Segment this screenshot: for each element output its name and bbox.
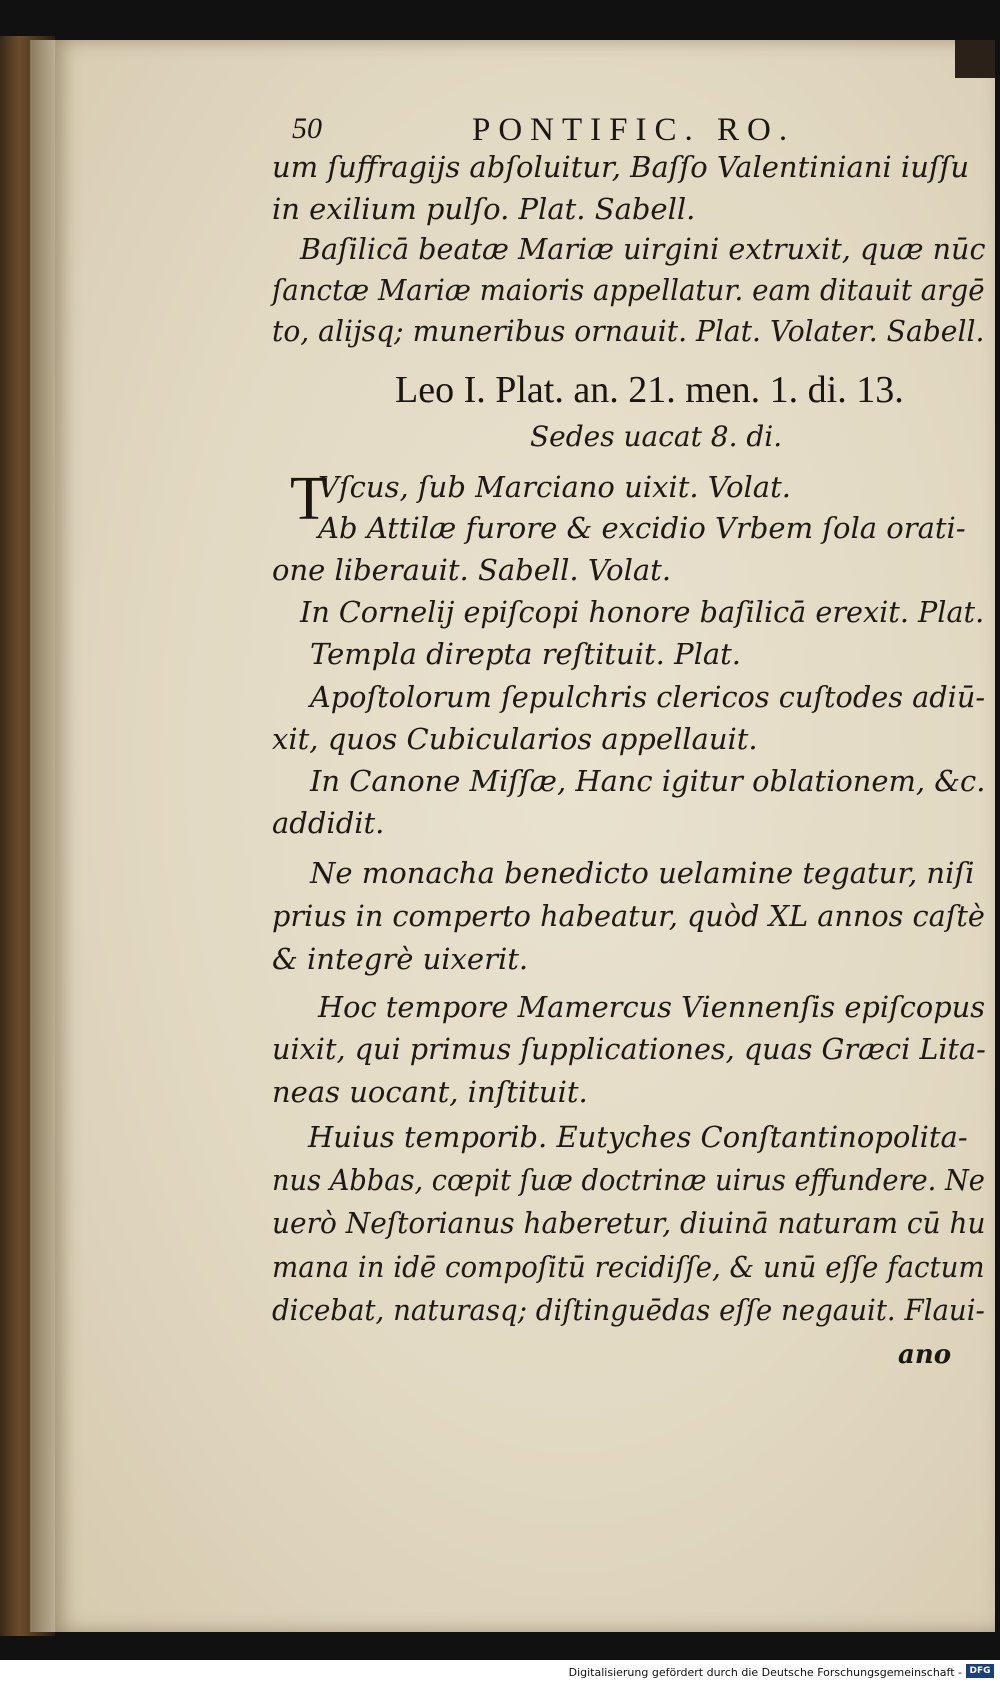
text-line: to, alijsq; muneribus ornauit. Plat. Volater. Sabell. <box>272 314 985 348</box>
spine-gutter <box>30 40 55 1632</box>
text-line: dicebat, naturasq; diſtinguēdas eſſe negauit. Flaui- <box>272 1293 985 1327</box>
text-line: Ab Attilæ furore & excidio Vrbem ſola orati- <box>318 511 966 545</box>
text-line: prius in comperto habeatur, quòd XL annos caſtè <box>272 899 985 933</box>
text-line: & integrè uixerit. <box>272 942 529 976</box>
pope-heading: Leo I. Plat. an. 21. men. 1. di. 13. <box>395 369 904 411</box>
text-line: mana in idē compoſitū recidiſſe, & unū eſſe factum <box>272 1250 985 1284</box>
text-line: in exilium pulſo. Plat. Sabell. <box>272 192 696 226</box>
text-line: Apoſtolorum ſepulchris clericos cuſtodes adiū- <box>310 680 986 714</box>
text-line: uerò Neſtorianus haberetur, diuinā naturam cū hu <box>272 1206 986 1240</box>
text-line: Templa direpta reſtituit. Plat. <box>310 637 742 671</box>
text-line: neas uocant, inſtituit. <box>272 1075 588 1109</box>
running-title: PONTIFIC. RO. <box>472 112 796 148</box>
text-line: In Cornelij epiſcopi honore baſilicā erexit. Plat. <box>300 595 985 629</box>
text-line: Hoc tempore Mamercus Viennenſis epiſcopus <box>318 990 986 1024</box>
page-number: 50 <box>292 112 322 145</box>
drop-capital: T <box>290 465 328 533</box>
text-line: Baſilicā beatæ Mariæ uirgini extruxit, quæ nūc <box>300 232 986 266</box>
funding-credit: Digitalisierung gefördert durch die Deutsche Forschungsgemeinschaft - <box>568 1666 962 1679</box>
text-line: ſanctæ Mariæ maioris appellatur. eam ditauit argē <box>272 273 985 307</box>
text-line: um ſuffragijs abſoluitur, Baſſo Valentiniani iuſſu <box>272 150 970 184</box>
text-line: Vſcus, ſub Marciano uixit. Volat. <box>318 470 791 504</box>
text-line: xit, quos Cubicularios appellauit. <box>272 722 758 756</box>
text-line: nus Abbas, cœpit ſuæ doctrinæ uirus effundere. Ne <box>272 1163 985 1197</box>
dfg-logo: DFG <box>966 1664 994 1678</box>
text-line: In Canone Miſſæ, Hanc igitur oblationem, &c. <box>310 764 986 798</box>
text-line: Huius temporib. Eutyches Conſtantinopolita- <box>308 1120 968 1154</box>
text-line: uixit, qui primus ſupplicationes, quas Græci Lita- <box>272 1032 986 1066</box>
text-line: addidit. <box>272 806 385 840</box>
catchword: ano <box>898 1340 952 1370</box>
sede-vacante-note: Sedes uacat 8. di. <box>530 420 783 453</box>
text-line: one liberauit. Sabell. Volat. <box>272 553 672 587</box>
page-corner <box>955 40 995 78</box>
text-line: Ne monacha benedicto uelamine tegatur, niſi <box>310 856 975 890</box>
